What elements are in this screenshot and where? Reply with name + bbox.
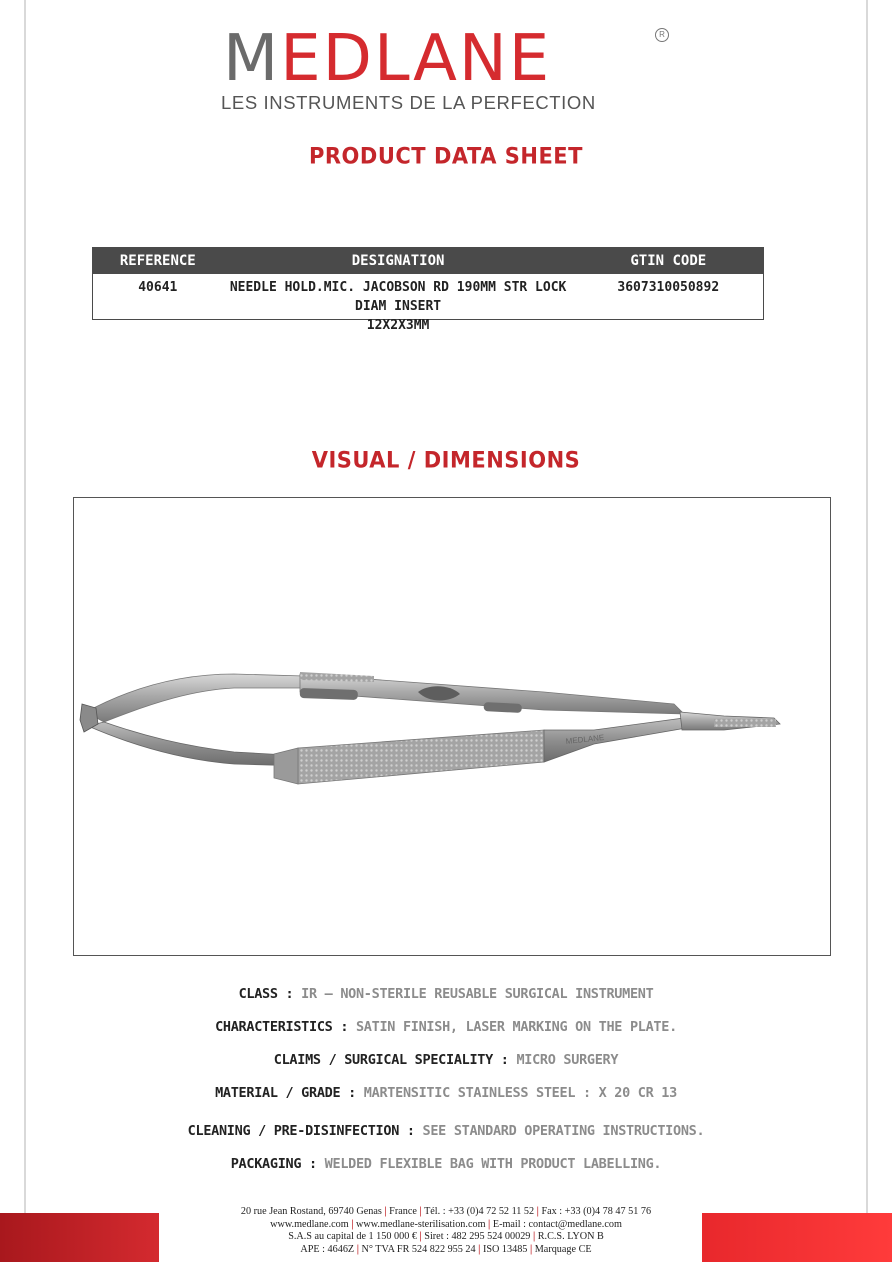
spec-packaging [0,1156,892,1172]
spec-key: CLAIMS / SURGICAL SPECIALITY : [273,1052,509,1068]
logo-wordmark-m: M [223,22,281,96]
cell-gtin: 3607310050892 [617,280,720,295]
product-data-sheet-title: PRODUCT DATA SHEET [309,143,583,169]
medlane-logo [215,18,675,118]
header-reference: REFERENCE [119,253,196,269]
spec-value: MICRO SURGERY [508,1052,619,1068]
spec-key: PACKAGING : [230,1156,317,1172]
spec-key: CHARACTERISTICS : [215,1019,349,1035]
logo-wordmark-rest: EDLANE [280,22,552,96]
footer-line-4 [0,1244,892,1257]
footer-rcs: R.C.S. LYON B [537,1231,604,1242]
spec-class [0,986,892,1002]
logo-wordmark [223,24,551,94]
footer-line-1 [0,1206,892,1219]
footer-contact [0,1206,892,1256]
visual-dimensions-title: VISUAL / DIMENSIONS [311,447,581,473]
product-table-header [93,248,763,274]
footer-separator: | [384,1206,387,1217]
footer-separator: | [419,1206,422,1217]
spec-claims [0,1052,892,1068]
spec-material [0,1085,892,1101]
designation-line-2: 12X2X3MM [366,318,430,333]
product-table [92,247,764,333]
spec-key: MATERIAL / GRADE : [215,1085,356,1101]
footer-separator: | [532,1231,536,1242]
footer-web-1[interactable]: www.medlane.com [270,1218,349,1230]
footer-line-3 [0,1231,892,1244]
spec-key: CLASS : [238,986,294,1002]
footer-fax: Fax : +33 (0)4 78 47 51 76 [541,1206,652,1217]
spec-key: CLEANING / PRE-DISINFECTION : [187,1123,415,1139]
footer-web-2[interactable]: www.medlane-sterilisation.com [356,1218,486,1230]
footer-separator: | [356,1243,359,1255]
visual-frame [73,497,831,956]
footer-separator: | [488,1218,491,1230]
footer-separator: | [478,1243,481,1255]
cell-reference: 40641 [138,280,178,295]
footer-ce: Marquage CE [534,1243,592,1255]
spec-value: MARTENSITIC STAINLESS STEEL : X 20 CR 13 [355,1085,677,1101]
header-gtin-code: GTIN CODE [630,253,707,269]
registered-mark-icon: R [655,28,669,42]
spec-value: IR – NON-STERILE REUSABLE SURGICAL INSTRUMENT [293,986,654,1002]
footer-separator: | [536,1206,539,1217]
table-row [93,274,763,335]
footer-line-2 [0,1219,892,1232]
footer-tel: Tél. : +33 (0)4 72 52 11 52 [424,1206,535,1217]
right-border-line [866,0,868,1262]
footer-country: France [389,1206,417,1217]
footer-capital: S.A.S au capital de 1 150 000 € [288,1231,417,1242]
footer-email[interactable]: E-mail : contact@medlane.com [492,1218,622,1230]
logo-tagline: LES INSTRUMENTS DE LA PERFECTION [221,92,596,113]
header-designation: DESIGNATION [351,253,445,269]
spec-value: WELDED FLEXIBLE BAG WITH PRODUCT LABELLING. [316,1156,662,1172]
designation-line-1: NEEDLE HOLD.MIC. JACOBSON RD 190MM STR LOCK DIAM INSERT [229,280,567,314]
footer-siret: Siret : 482 295 524 00029 [424,1231,531,1242]
footer-separator: | [351,1218,354,1230]
needle-holder-image [74,498,829,954]
footer-iso: ISO 13485 [482,1243,528,1255]
left-border-line [24,0,26,1262]
footer-tva: N° TVA FR 524 822 955 24 [361,1243,476,1255]
cell-designation [223,278,574,335]
spec-value: SATIN FINISH, LASER MARKING ON THE PLATE. [348,1019,677,1035]
spec-characteristics [0,1019,892,1035]
instrument-marking: MEDLANE [565,732,605,746]
footer-address: 20 rue Jean Rostand, 69740 Genas [240,1206,382,1217]
footer-ape: APE : 4646Z [300,1243,355,1255]
spec-value: SEE STANDARD OPERATING INSTRUCTIONS. [414,1123,705,1139]
footer-separator: | [419,1231,422,1242]
spec-cleaning [0,1123,892,1139]
footer-separator: | [529,1243,533,1255]
